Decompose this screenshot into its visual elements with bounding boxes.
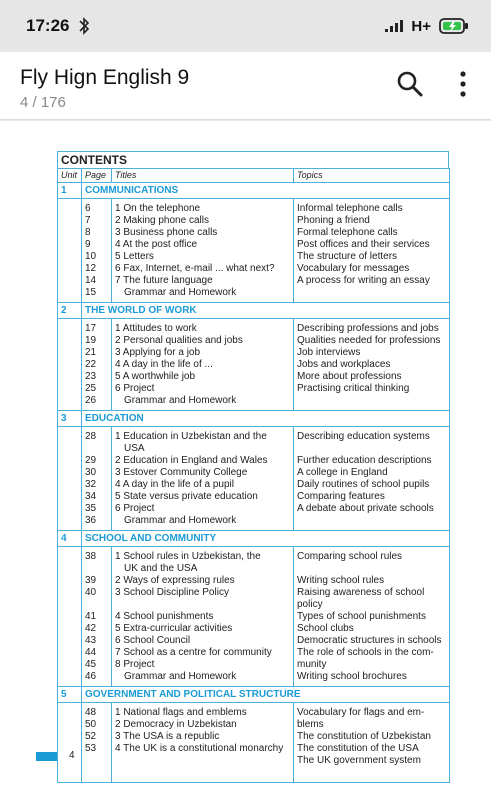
- page-line: [85, 599, 108, 611]
- topic-line: [297, 443, 446, 455]
- unit-name: EDUCATION: [82, 411, 450, 427]
- titles-cell: [112, 199, 294, 303]
- page-line: 52: [85, 731, 97, 742]
- title-line: 1 National flags and emblems: [115, 707, 247, 718]
- titles-cell: [112, 547, 294, 687]
- topic-line: policy: [297, 599, 323, 610]
- title-line: 1 Education in Uzbekistan and the: [115, 431, 267, 442]
- page-line: 12: [85, 263, 97, 274]
- page-line: 53: [85, 743, 97, 754]
- topic-line: blems: [297, 719, 324, 730]
- title-line: 5 Letters: [115, 251, 154, 262]
- title-line: 6 School Council: [115, 635, 191, 646]
- title-line: [115, 599, 290, 611]
- page-cell: [82, 703, 112, 783]
- topic-line: More about professions: [297, 371, 402, 382]
- page-line: [85, 563, 108, 575]
- network-type: H+: [411, 17, 431, 35]
- status-indicators: [385, 18, 469, 35]
- title-line: 2 Ways of expressing rules: [115, 575, 235, 586]
- search-icon[interactable]: [396, 70, 424, 98]
- section-body-row: [58, 547, 450, 687]
- topic-line: The UK government system: [297, 755, 421, 766]
- title-line: 4 A day in the life of ...: [115, 359, 213, 370]
- title-line: 2 Personal qualities and jobs: [115, 335, 243, 346]
- header-row: [58, 169, 450, 183]
- title-line: [115, 767, 290, 779]
- page-line: 38: [85, 551, 97, 562]
- section-body-row: [58, 319, 450, 411]
- unit-header: Unit: [58, 169, 82, 183]
- titles-cell: [112, 427, 294, 531]
- battery-charging-icon: [439, 18, 469, 34]
- title-line: Grammar and Homework: [124, 395, 237, 406]
- page-line: 34: [85, 491, 97, 502]
- topics-header: Topics: [294, 169, 450, 183]
- page-line: 23: [85, 371, 97, 382]
- topic-line: [297, 563, 446, 575]
- page-line: 36: [85, 515, 97, 526]
- page-line: 42: [85, 623, 97, 634]
- title-line: 5 A worthwhile job: [115, 371, 196, 382]
- page-line: 25: [85, 383, 97, 394]
- topic-line: Informal telephone calls: [297, 203, 403, 214]
- title-line: 1 Attitudes to work: [115, 323, 197, 334]
- unit-number: 5: [58, 687, 82, 703]
- section-header-row: [58, 411, 450, 427]
- title-line: 5 Extra-curricular activities: [115, 623, 233, 634]
- topic-line: The constitution of the USA: [297, 743, 419, 754]
- topic-line: Describing education systems: [297, 431, 430, 442]
- page-counter: 4 / 176: [20, 94, 66, 111]
- title-line: 6 Fax, Internet, e-mail ... what next?: [115, 263, 275, 274]
- page-cell: [82, 319, 112, 411]
- title-line: 4 A day in the life of a pupil: [115, 479, 234, 490]
- topic-line: Comparing school rules: [297, 551, 403, 562]
- page-header: Page: [82, 169, 112, 183]
- unit-spacer-cell: [58, 703, 82, 783]
- topic-line: [297, 767, 446, 779]
- topic-line: munity: [297, 659, 327, 670]
- status-bar: [0, 0, 491, 52]
- page-number: 4: [69, 750, 75, 761]
- topic-line: School clubs: [297, 623, 354, 634]
- title-line: 2 Education in England and Wales: [115, 455, 268, 466]
- section-body-row: [58, 199, 450, 303]
- topic-line: Daily routines of school pupils: [297, 479, 430, 490]
- title-line: 3 Estover Community College: [115, 467, 248, 478]
- topic-line: The constitution of Uzbekistan: [297, 731, 431, 742]
- title-line: UK and the USA: [124, 563, 198, 574]
- status-time: 17:26: [26, 16, 70, 35]
- page-line: 48: [85, 707, 97, 718]
- topics-cell: [294, 199, 450, 303]
- app-bar: [0, 52, 491, 120]
- page-line: 7: [85, 215, 91, 226]
- contents-table: [57, 151, 449, 783]
- toc-table: [57, 168, 450, 783]
- unit-name: THE WORLD OF WORK: [82, 303, 450, 319]
- title-line: 6 Project: [115, 503, 155, 514]
- page-line: 22: [85, 359, 97, 370]
- title-line: 2 Making phone calls: [115, 215, 209, 226]
- topic-line: Vocabulary for messages: [297, 263, 410, 274]
- pdf-page[interactable]: [0, 121, 491, 800]
- bluetooth-icon: [77, 16, 91, 36]
- topic-line: Writing school rules: [297, 575, 385, 586]
- title-line: [115, 755, 290, 767]
- title-line: 6 Project: [115, 383, 155, 394]
- topic-line: Describing professions and jobs: [297, 323, 439, 334]
- page-line: 9: [85, 239, 91, 250]
- topic-line: [297, 515, 446, 527]
- unit-spacer-cell: [58, 199, 82, 303]
- page-line: 21: [85, 347, 97, 358]
- topic-line: Post offices and their services: [297, 239, 430, 250]
- topics-cell: [294, 319, 450, 411]
- page-line: 10: [85, 251, 97, 262]
- page-line: 26: [85, 395, 97, 406]
- unit-spacer-cell: [58, 427, 82, 531]
- title-line: 4 School punishments: [115, 611, 214, 622]
- title-line: 3 School Discipline Policy: [115, 587, 229, 598]
- section-header-row: [58, 303, 450, 319]
- title-line: Grammar and Homework: [124, 287, 237, 298]
- page-line: 29: [85, 455, 97, 466]
- title-line: 3 Business phone calls: [115, 227, 218, 238]
- topic-line: Writing school brochures: [297, 671, 407, 682]
- title-line: 4 The UK is a constitutional monarchy: [115, 743, 284, 754]
- unit-spacer-cell: [58, 547, 82, 687]
- unit-spacer-cell: [58, 319, 82, 411]
- title-line: 5 State versus private education: [115, 491, 258, 502]
- titles-header: Titles: [112, 169, 294, 183]
- titles-cell: [112, 703, 294, 783]
- page-line: 45: [85, 659, 97, 670]
- page-line: 46: [85, 671, 97, 682]
- section-body-row: [58, 703, 450, 783]
- topics-cell: [294, 547, 450, 687]
- page-line: 17: [85, 323, 97, 334]
- section-header-row: [58, 687, 450, 703]
- page-line: 32: [85, 479, 97, 490]
- topic-line: Raising awareness of school: [297, 587, 425, 598]
- title-line: 3 Applying for a job: [115, 347, 201, 358]
- document-title: Fly Hign English 9: [20, 66, 190, 89]
- page-line: 44: [85, 647, 97, 658]
- page-cell: [82, 199, 112, 303]
- title-line: 2 Democracy in Uzbekistan: [115, 719, 237, 730]
- topics-cell: [294, 427, 450, 531]
- topic-line: Further education descriptions: [297, 455, 432, 466]
- unit-name: SCHOOL AND COMMUNITY: [82, 531, 450, 547]
- more-vert-icon[interactable]: [452, 70, 474, 98]
- topic-line: A college in England: [297, 467, 388, 478]
- page-line: 39: [85, 575, 97, 586]
- unit-number: 4: [58, 531, 82, 547]
- page-line: 43: [85, 635, 97, 646]
- page-line: 50: [85, 719, 97, 730]
- title-line: USA: [124, 443, 145, 454]
- topic-line: The structure of letters: [297, 251, 398, 262]
- topic-line: [297, 395, 446, 407]
- page-line: [85, 767, 108, 779]
- section-body-row: [58, 427, 450, 531]
- title-line: 1 School rules in Uzbekistan, the: [115, 551, 261, 562]
- page-line: 8: [85, 227, 91, 238]
- topic-line: Democratic structures in schools: [297, 635, 442, 646]
- contents-title: CONTENTS: [57, 151, 449, 168]
- topic-line: Job interviews: [297, 347, 361, 358]
- title-line: 1 On the telephone: [115, 203, 201, 214]
- topics-cell: [294, 703, 450, 783]
- title-line: 3 The USA is a republic: [115, 731, 220, 742]
- signal-icon: [385, 19, 403, 33]
- page-line: 41: [85, 611, 97, 622]
- unit-name: GOVERNMENT AND POLITICAL STRUCTURE: [82, 687, 450, 703]
- topic-line: Practising critical thinking: [297, 383, 410, 394]
- page-line: 14: [85, 275, 97, 286]
- topic-line: Vocabulary for flags and em-: [297, 707, 425, 718]
- title-line: 4 At the post office: [115, 239, 198, 250]
- topic-line: The role of schools in the com-: [297, 647, 434, 658]
- title-line: Grammar and Homework: [124, 671, 237, 682]
- page-line: 35: [85, 503, 97, 514]
- section-header-row: [58, 183, 450, 199]
- section-header-row: [58, 531, 450, 547]
- topic-line: Qualities needed for professions: [297, 335, 441, 346]
- page-cell: [82, 427, 112, 531]
- title-line: Grammar and Homework: [124, 515, 237, 526]
- topic-line: Types of school punishments: [297, 611, 426, 622]
- unit-name: COMMUNICATIONS: [82, 183, 450, 199]
- topic-line: [297, 287, 446, 299]
- page-line: 40: [85, 587, 97, 598]
- page-line: 6: [85, 203, 91, 214]
- titles-cell: [112, 319, 294, 411]
- page-line: 19: [85, 335, 97, 346]
- page-marker: [36, 752, 57, 761]
- topic-line: Comparing features: [297, 491, 385, 502]
- topic-line: Phoning a friend: [297, 215, 370, 226]
- unit-number: 1: [58, 183, 82, 199]
- topic-line: A process for writing an essay: [297, 275, 430, 286]
- topic-line: Jobs and workplaces: [297, 359, 391, 370]
- topic-line: Formal telephone calls: [297, 227, 398, 238]
- unit-number: 3: [58, 411, 82, 427]
- title-line: 8 Project: [115, 659, 155, 670]
- page-line: 30: [85, 467, 97, 478]
- unit-number: 2: [58, 303, 82, 319]
- topic-line: A debate about private schools: [297, 503, 434, 514]
- title-line: 7 School as a centre for community: [115, 647, 272, 658]
- title-line: 7 The future language: [115, 275, 213, 286]
- page-line: [85, 755, 108, 767]
- page-cell: [82, 547, 112, 687]
- page-line: [85, 443, 108, 455]
- page-line: 15: [85, 287, 97, 298]
- page-line: 28: [85, 431, 97, 442]
